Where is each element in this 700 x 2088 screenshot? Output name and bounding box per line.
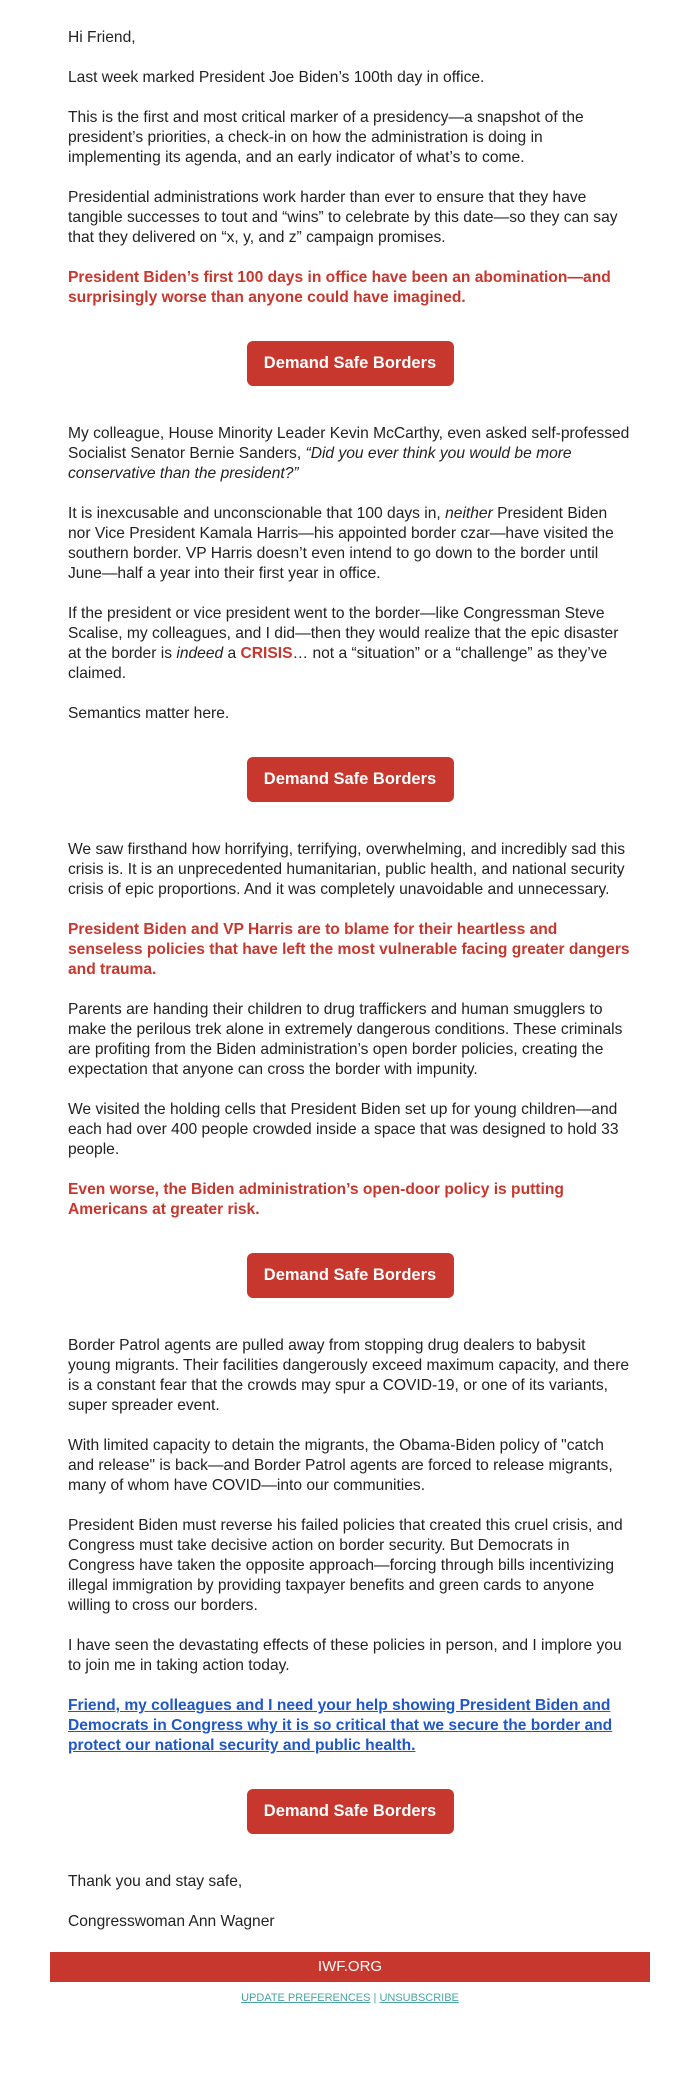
paragraph-firsthand: We saw firsthand how horrifying, terrifying, overwhelming, and incredibly sad this crisis is. It is an unprecedented humanitarian, public health, and national security crisis of epic proportions. And it was completely unavoidable and unnecessary. <box>68 841 626 898</box>
visit-border-text-c: … not a “situation” or a “challenge” as they’ve claimed. <box>68 645 608 682</box>
inexcusable-text-b: President Biden nor Vice President Kamala Harris—his appointed border czar—have visited the southern border. VP Harris doesn’t even intend to go down to the border until June—half a year into their first year in office. <box>68 505 614 582</box>
paragraph-inexcusable <box>68 504 632 584</box>
paragraph-semantics: Semantics matter here. <box>68 705 230 722</box>
footer-separator: | <box>370 1992 380 2004</box>
paragraph-cta-link <box>68 1696 632 1756</box>
footer-brand-bar <box>50 1952 650 1982</box>
paragraph-implore: I have seen the devastating effects of these policies in person, and I implore you to join me in taking action today. <box>68 1637 622 1674</box>
neither-emphasis: neither <box>445 505 493 522</box>
paragraph-100th-day: Last week marked President Joe Biden’s 100th day in office. <box>68 69 485 86</box>
paragraph-tangible-successes: Presidential administrations work harder than ever to ensure that they have tangible successes to tout and “wins” to celebrate by this date—so they can say that they delivered on “x, y, and z” campaign promises. <box>68 189 618 246</box>
paragraph-visit-border <box>68 604 632 684</box>
button-row-1 <box>68 341 632 386</box>
signature: Congresswoman Ann Wagner <box>68 1913 275 1930</box>
brand-link[interactable]: IWF.ORG <box>317 1958 383 1975</box>
help-secure-border-link[interactable]: Friend, my colleagues and I need your help showing President Biden and Democrats in Congress why it is so critical that we secure the border and protect our national security and public health. <box>68 1697 613 1754</box>
greeting: Hi Friend, <box>68 29 136 46</box>
paragraph-mccarthy <box>68 424 632 484</box>
paragraph-parents: Parents are handing their children to drug traffickers and human smugglers to make the perilous trek alone in extremely dangerous conditions. These criminals are profiting from the Biden administration’s open border policies, creating the expectation that anyone can cross the border with impunity. <box>68 1001 623 1078</box>
button-row-3 <box>68 1253 632 1298</box>
paragraph-reverse-policies: President Biden must reverse his failed policies that created this cruel crisis, and Congress must take decisive action on border security. But Democrats in Congress have taken the opposite approach—forcing through bills incentivizing illegal immigration by providing taxpayer benefits and green cards to anyone willing to cross our borders. <box>68 1517 623 1614</box>
mccarthy-text: My colleague, House Minority Leader Kevin McCarthy, even asked self-professed Socialist Senator Bernie Sanders, <box>68 425 630 462</box>
update-preferences-link[interactable]: UPDATE PREFERENCES <box>241 1992 371 2004</box>
demand-safe-borders-button[interactable]: Demand Safe Borders <box>247 1789 454 1834</box>
paragraph-holding-cells: We visited the holding cells that President Biden set up for young children—and each had over 400 people crowded inside a space that was designed to hold 33 people. <box>68 1101 619 1158</box>
demand-safe-borders-button[interactable]: Demand Safe Borders <box>247 341 454 386</box>
unsubscribe-link[interactable]: UNSUBSCRIBE <box>379 1992 459 2004</box>
indeed-emphasis: indeed <box>176 645 224 662</box>
demand-safe-borders-button[interactable]: Demand Safe Borders <box>247 1253 454 1298</box>
highlight-abomination: President Biden’s first 100 days in office have been an abomination—and surprisingly worse than anyone could have imagined. <box>68 269 611 306</box>
sanders-quote: “Did you ever think you would be more conservative than the president?” <box>68 445 572 482</box>
highlight-open-door: Even worse, the Biden administration’s open-door policy is putting Americans at greater risk. <box>68 1181 564 1218</box>
crisis-highlight: CRISIS <box>240 645 293 662</box>
signoff: Thank you and stay safe, <box>68 1873 243 1890</box>
footer-links <box>0 1992 700 2004</box>
visit-border-text-b: a <box>223 645 241 662</box>
button-row-2 <box>68 757 632 802</box>
demand-safe-borders-button[interactable]: Demand Safe Borders <box>247 757 454 802</box>
highlight-to-blame: President Biden and VP Harris are to blame for their heartless and senseless policies that have left the most vulnerable facing greater dangers and trauma. <box>68 921 630 978</box>
paragraph-border-patrol: Border Patrol agents are pulled away from stopping drug dealers to babysit young migrants. Their facilities dangerously exceed maximum capacity, and there is a constant fear that the crowds may spur a COVID-19, or one of its variants, super spreader event. <box>68 1337 630 1414</box>
paragraph-catch-release: With limited capacity to detain the migrants, the Obama-Biden policy of "catch and release" is back—and Border Patrol agents are forced to release migrants, many of whom have COVID—into our communities. <box>68 1437 613 1494</box>
paragraph-critical-marker: This is the first and most critical marker of a presidency—a snapshot of the president’s priorities, a check-in on how the administration is doing in implementing its agenda, and an early indicator of what’s to come. <box>68 109 584 166</box>
inexcusable-text-a: It is inexcusable and unconscionable that 100 days in, <box>68 505 446 522</box>
button-row-4 <box>68 1789 632 1834</box>
visit-border-text-a: If the president or vice president went to the border—like Congressman Steve Scalise, my colleagues, and I did—then they would realize that the epic disaster at the border is <box>68 605 619 662</box>
